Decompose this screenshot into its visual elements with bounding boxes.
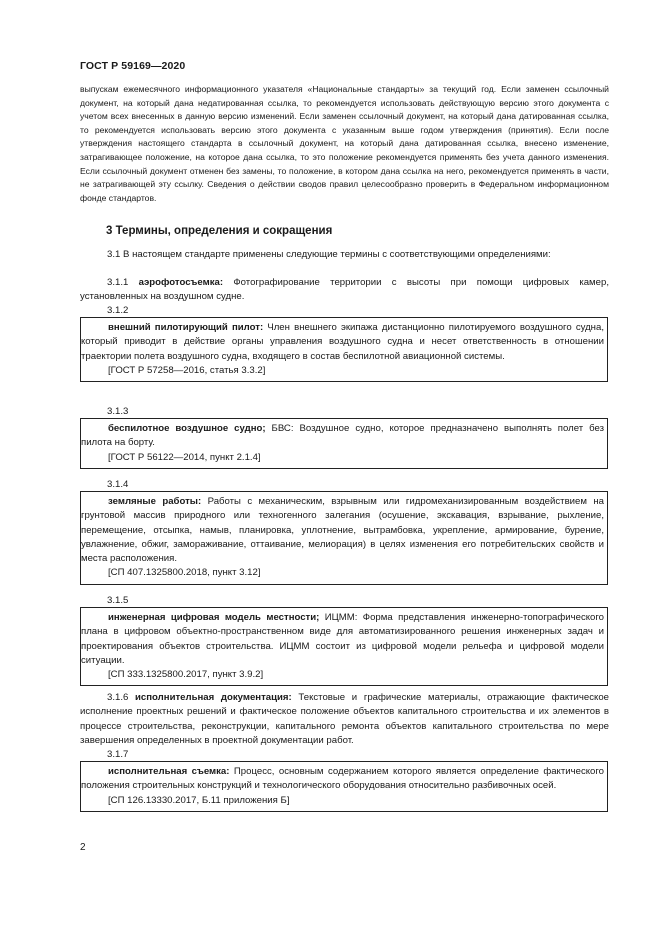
term-box-3-1-7: [80, 761, 608, 812]
term-definition-block: [81, 321, 607, 364]
page-number: 2: [80, 842, 86, 853]
term-box-3-1-2: [80, 317, 608, 382]
term-definition: БВС: Воздушное судно, которое предназначено выполнять полет без пилота на борту.: [81, 423, 604, 449]
term-reference: [ГОСТ Р 57258—2016, статья 3.3.2]: [108, 364, 266, 376]
term-name: беспилотное воздушное судно;: [108, 423, 266, 434]
term-number: 3.1.1: [107, 277, 129, 288]
term-name: исполнительная съемка:: [108, 766, 230, 777]
intro-paragraph: выпускам ежемесячного информационного указателя «Национальные стандарты» за текущий год. Если заменен ссылочный документ, на который дана недатированная ссылка, то рекомендуется использовать действующую версию этого документа с учетом всех внесенных в данную версию изменений. Если заменен ссылочный документ, на который дана датированная ссылка, то рекомендуется использовать версию этого документа с указанным выше годом утверждения (принятия). Если после утверждения настоящего стандарта в ссылочный документ, на который дана датированная ссылка, внесено изменение, затрагивающее положение, на которое дана ссылка, то это положение рекомендуется применять без учета данного изменения. Если ссылочный документ отменен без замены, то положение, в котором дана ссылка на него, рекомендуется применять в части, не затрагивающей эту ссылку. Сведения о действии сводов правил целесообразно проверить в Федеральном информационном фонде стандартов.: [80, 84, 609, 203]
document-header: ГОСТ Р 59169—2020: [80, 60, 186, 72]
term-definition-block: [81, 765, 607, 794]
term-definition: Процесс, основным содержанием которого является определение фактического положения строительных конструкций и технологического оборудования относительно разбивочных осей.: [81, 766, 605, 792]
term-box-3-1-3: [80, 418, 608, 469]
term-3-1-1: [80, 276, 609, 305]
term-number-3-1-3: 3.1.3: [107, 406, 129, 417]
term-number-3-1-5: 3.1.5: [107, 595, 129, 606]
term-definition-block: [81, 422, 607, 451]
term-definition: Член внешнего экипажа дистанционно пилотируемого воздушного судна, который приводит в действие органы управления воздушного судна и несет ответственность в отношении траектории полета воздушного судна, входящего в состав беспилотной авиационной системы.: [81, 322, 604, 362]
term-definition: Фотографирование территории с высоты при помощи цифровых камер, установленных на воздушном судне.: [80, 277, 609, 303]
term-number: 3.1.6: [107, 692, 129, 703]
term-definition: Работы с механическим, взрывным или гидромеханизированным воздействием на грунтовой массив природного или техногенного залегания (осушение, экскавация, взрывание, рыхление, перемещение, отсыпка, намыв, планировка, уплотнение, вытрамбовка, укрепление, армирование, бурение, увлажнение, обжиг, замораживание, оттаивание, мелиорация) в целях изменения его потребительских свойств и места расположения.: [81, 496, 604, 565]
term-name: инженерная цифровая модель местности;: [108, 612, 320, 623]
term-3-1-6: [80, 691, 609, 748]
paragraph-3-1: 3.1 В настоящем стандарте применены следующие термины с соответствующими определениями:: [107, 249, 551, 260]
term-reference: [ГОСТ Р 56122—2014, пункт 2.1.4]: [108, 451, 261, 463]
term-reference: [СП 126.13330.2017, Б.11 приложения Б]: [108, 794, 290, 806]
section-title: 3 Термины, определения и сокращения: [106, 225, 333, 237]
term-definition: ИЦММ: Форма представления инженерно-топографического плана в цифровом объектно-пространственном виде для автоматизированного решения инженерных задач и проектирования объектов строительства. ИЦММ состоит из цифровой модели рельефа и цифровой модели ситуации.: [81, 612, 605, 666]
term-box-3-1-4: [80, 491, 608, 585]
term-reference: [СП 333.1325800.2017, пункт 3.9.2]: [108, 669, 264, 681]
term-definition-block: [81, 495, 607, 566]
term-name: аэрофотосъемка:: [138, 277, 224, 288]
term-name: исполнительная документация:: [135, 692, 292, 703]
term-definition: Текстовые и графические материалы, отражающие фактическое исполнение проектных решений и фактическое положение объектов капитального строительства и их элементов в процессе строительства, реконструкции, капитального ремонта объектов капитального строительства по мере завершения определенных в проектной документации работ.: [80, 692, 609, 746]
term-number-3-1-2: 3.1.2: [107, 305, 129, 316]
term-name: внешний пилотирующий пилот:: [108, 322, 264, 333]
term-name: земляные работы:: [108, 496, 202, 507]
term-definition-block: [81, 611, 607, 668]
term-reference: [СП 407.1325800.2018, пункт 3.12]: [108, 567, 261, 579]
term-box-3-1-5: [80, 607, 608, 686]
term-number-3-1-7: 3.1.7: [107, 749, 129, 760]
term-number-3-1-4: 3.1.4: [107, 479, 129, 490]
